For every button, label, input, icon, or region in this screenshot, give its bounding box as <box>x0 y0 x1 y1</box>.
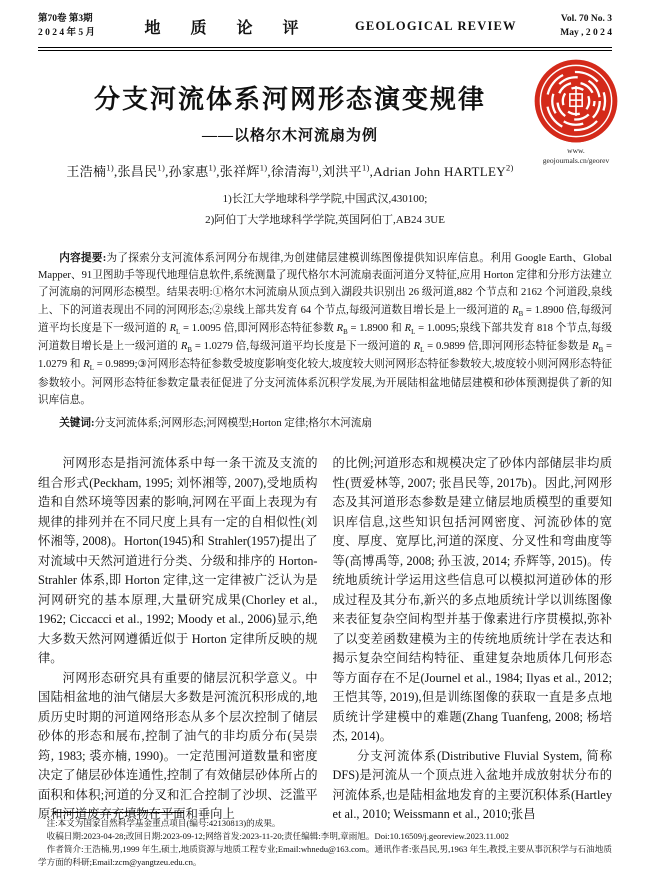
volume-line-cn: 第70卷 第3期 <box>38 14 93 24</box>
keywords-line <box>38 415 612 432</box>
footnote-funding: 注:本文为国家自然科学基金重点项目(编号:42130813)的成果。 <box>46 817 281 828</box>
authors-line: 王浩楠$^{1)}$,张昌民$^{1)}$,孙家惠$^{1)}$,张祥辉$^{1)}$,徐清海$^{1)}$,刘洪平$^{1)}$,Adrian John HARTLEY$^{2)}$ <box>66 163 514 180</box>
header-divider <box>38 47 612 51</box>
abstract-text: 为了探索分支河流体系河网分布规律,为创建储层建模训练图像提供知识库信息。利用 Google Earth、Global Mapper、91卫图助手等现代地理信息软件,系统测量了现代格尔木河流扇表面河道分叉特征,应用 Horton 定律和分形方法建立了河流扇的河网形态模型。结果表明:①格尔木河流扇从顶点到入湖段共识别出 26 级河道,882 个节点和 2162 个河道段,泉线上、下的河道表现出不同的河网形态;②泉线上部共发育 64 个节点,每级河道数目增长是上一级河道的 $R_B = 1.8900$ 倍,每级河道平均长度是下一级河道的 $R_L = 1.0095$ 倍,即河网形态特征参数 $R_B = 1.8900$ 和 $R_L = 1.0095$;泉线下部共发育 818 个节点,每级河道数目增长是上一级河道的 $R_B = 1.0279$ 倍,每级河道平均长度是下一级河道的 $R_L = 0.9899$ 倍,即河网形态特征参数是 $R_B = 1.0279$ 和 $R_L$ = 0.9899;③河网形态特征参数受坡度影响变化较大,坡度较大则河网形态特征参数较大,坡度较小则河网形态特征参数较小。河网形态特征参数定量表征促进了分支河流体系沉积学发展,为开展陆相盆地储层建模和砂体预测提供了新的知识库信息。 <box>38 253 612 406</box>
journal-title-cn: 地 质 论 评 <box>144 19 312 37</box>
journal-header <box>0 0 650 41</box>
abstract-section <box>38 250 612 409</box>
abstract-label: 内容提要: <box>59 253 107 265</box>
body-column-left <box>38 454 318 824</box>
volume-line-en: Vol. 70 No. 3 <box>560 14 612 24</box>
footnote-section <box>38 812 612 869</box>
article-subtitle: ——以格尔木河流扇为例 <box>201 128 378 145</box>
date-line-en: May , 2 0 2 4 <box>560 28 612 39</box>
journal-url <box>526 146 626 166</box>
journal-url-line2: geojournals.cn/georev <box>542 155 610 165</box>
abstract-paragraph <box>38 250 612 409</box>
date-line-cn: 2 0 2 4 年 5 月 <box>38 28 96 39</box>
journal-url-line1: www. <box>567 146 585 155</box>
volume-issue-cn <box>38 12 95 41</box>
body-columns <box>38 454 612 824</box>
footnote-author-bio: 作者简介:王浩楠,男,1999 年生,硕士,地质资源与地质工程专业;Email:whnedu@163.com。通讯作者:张昌民,男,1963 年生,教授,主要从事沉积学与石油地质学方面的科研;Email:zcm@yangtzeu.edu.cn。 <box>38 843 612 867</box>
footnote-dates-doi: 收稿日期:2023-04-28;改回日期:2023-09-12;网络首发:2023-11-20;责任编辑:李明,章雨旭。Doi:10.16509/j.georeview.2023.11.002 <box>46 830 509 841</box>
body-column-right <box>333 454 613 824</box>
affiliation-2: 2)阿伯丁大学地球科学学院,英国阿伯丁,AB24 3UE <box>205 213 445 226</box>
footnote-divider <box>54 812 184 813</box>
body-paragraph: 河网形态是指河流体系中每一条干流及支流的组合形式(Peckham, 1995; 刘怀湘等, 2007),受地质构造和自然环境等因素的影响,河网在平面上表现为有规律的排列并在不同尺度上具有一定的自相似性(刘怀湘等, 2008)。Horton(1945)和 Strahler(1957)提出了对流域中天然河道进行分类、分级和排序的 Horton-Strahler 体系,即 Horton 定律,这一定律被广泛认为是河网研究的基本原理,大量研究成果(Chorley et al., 1962; Ciccacci et al., 1992; Moody et al., 2006)显示,绝大多数天然河网遵循近似于 Horton 定律所反映的规律。 <box>38 456 318 666</box>
journal-seal-icon <box>532 56 620 146</box>
body-paragraph: 的比例;河道形态和规模决定了砂体内部储层非均质性(贾爱林等, 2007; 张昌民等, 2017b)。因此,河网形态及其河道形态参数是建立储层地质模型的重要知识库信息,这些知识包括河网密度、河流砂体的宽度、厚度、宽厚比,河道的深度、分叉性和弯曲度等等(高博禹等, 2008; 孙玉波, 2014; 乔辉等, 2015)。传统地质统计学运用这些信息可以模拟河道砂体的形成过程及其分布,新兴的多点地质统计学以训练图像来表征复杂空间构型并基于像素进行序贯模拟,弥补了以变差函数建模为主的传统地质统计学在表达和揭示复杂空间结构特征、重建复杂地质体几何形态等方面存在不足(Journel et al., 1984; Ilyas et al., 2012; 王恺其等, 2019),但是训练图像的获取一直是多点地质统计学建模中的难题(Zhang Tuanfeng, 2008; 杨培杰, 2014)。 <box>332 456 612 744</box>
volume-issue-en <box>560 12 612 41</box>
keywords-label: 关键词: <box>59 417 95 429</box>
affiliation-1: 1)长江大学地球科学学院,中国武汉,430100; <box>222 193 428 206</box>
keywords-text: 分支河流体系;河网形态;河网模型;Horton 定律;格尔木河流扇 <box>94 417 372 429</box>
body-paragraph: 河网形态研究具有重要的储层沉积学意义。中国陆相盆地的油气储层大多数是河流沉积形成的,地质历史时期的河道网络形态从多个层次控制了储层砂体的形态和展布,控制了油气的非均质分布(吴崇筠, 1983; 裘亦楠, 1990)。一定范围河道数量和密度决定了储层砂体连通性,控制了有效储层砂体所占的面积和体积;河道的分叉和汇合控制了沙坝、泛滥平原和河道废弃充填物在平面和垂向上 <box>38 670 318 822</box>
journal-seal <box>526 56 626 166</box>
affiliations <box>0 189 650 230</box>
journal-title-en: GEOLOGICAL REVIEW <box>355 18 517 33</box>
article-title: 分支河流体系河网形态演变规律 <box>93 83 486 114</box>
body-paragraph: 分支河流体系(Distributive Fluvial System, 简称DFS)是河流从一个顶点进入盆地并成放射状分布的河流体系,也是陆相盆地发育的主要沉积体系(Hartley et al., 2010; Weissmann et al., 2010;张昌 <box>332 748 612 822</box>
